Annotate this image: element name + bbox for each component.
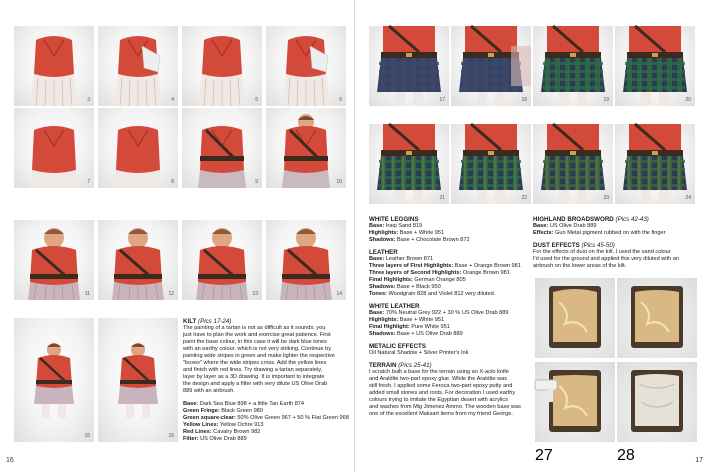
photo-number: 12 xyxy=(168,291,174,297)
page-number-right: 17 xyxy=(695,457,703,464)
section-heading-ref: (Pics 25-41) xyxy=(398,362,432,369)
section-heading xyxy=(369,249,539,256)
section-line xyxy=(369,411,539,418)
photo-number: 11 xyxy=(84,291,90,297)
section-line-label: Base: xyxy=(369,310,385,316)
kilt-paragraph-line: just have to plan the work and exercise great patience. First xyxy=(183,332,331,338)
terrain-illustration xyxy=(535,278,615,358)
kilt-paragraph-line: The painting of a tartan is not as difficult as it sounds; you xyxy=(183,325,326,331)
section-line-value: Pure White 951 xyxy=(411,324,450,330)
photo-number: 4 xyxy=(171,97,174,103)
right-page xyxy=(355,0,709,472)
recipe-line xyxy=(183,408,349,415)
figure-illustration xyxy=(98,220,178,305)
figure-photo xyxy=(14,26,94,106)
figure-illustration xyxy=(369,124,449,209)
kilt-paragraph-line: and finish with red lines. Try drawing a tartan separately, xyxy=(183,367,323,373)
section-line xyxy=(369,376,539,383)
recipe-value: Yellow Ochre 913 xyxy=(218,422,264,428)
section-line-label: Tones: xyxy=(369,291,387,297)
figure-photo xyxy=(369,124,449,204)
figure-illustration xyxy=(98,108,178,193)
section-line xyxy=(369,291,539,298)
terrain-illustration xyxy=(535,362,615,442)
section-line-label: Final Highlights: xyxy=(369,277,413,283)
section-heading-ref: (Pics 45-50) xyxy=(581,242,615,249)
figure-illustration xyxy=(182,108,262,193)
figure-illustration xyxy=(98,26,178,111)
terrain-illustration xyxy=(617,362,697,442)
section-heading-text: HIGHLAND BROADSWORD xyxy=(533,216,614,223)
text-column-1 xyxy=(369,216,539,418)
recipe-label: Green Fringe: xyxy=(183,408,220,414)
text-column-2 xyxy=(533,216,701,270)
section-line-value: I scratch built a base for the terrain using an X-acto knife xyxy=(369,369,509,375)
section-heading-text: DUST EFFECTS xyxy=(533,242,580,249)
section-line xyxy=(533,223,701,230)
figure-photo xyxy=(14,220,94,300)
section-heading xyxy=(533,242,701,249)
section-line xyxy=(369,284,539,291)
figure-photo xyxy=(182,108,262,188)
section-line xyxy=(369,223,539,230)
figure-photo xyxy=(182,26,262,106)
section-line-label: Three layers of Second Highlights: xyxy=(369,270,462,276)
section-line-value: I'd used for the ground and applied this very diluted with an xyxy=(533,256,679,262)
figure-illustration xyxy=(14,108,94,193)
figure-photo xyxy=(14,318,94,442)
kilt-paragraph-line: paint the base colour, in this case it will be dark blue tones xyxy=(183,339,327,345)
section-line-value: 70% Neutral Grey 922 + 30 % US Olive Drab 889 xyxy=(385,310,509,316)
section-line xyxy=(369,369,539,376)
section-line-value: Base + US Olive Drab 889 xyxy=(396,331,463,337)
photo-number: 6 xyxy=(339,97,342,103)
photo-number: 27 xyxy=(535,447,553,464)
terrain-photo xyxy=(535,278,615,358)
section-line xyxy=(533,230,701,237)
figure-photo xyxy=(451,26,531,106)
section-line-label: Shadows: xyxy=(369,284,396,290)
recipe-label: Base: xyxy=(183,401,199,407)
section-line xyxy=(369,237,539,244)
photo-number: 15 xyxy=(84,433,90,439)
section-line xyxy=(369,230,539,237)
section-line-label: Final Highlight: xyxy=(369,324,410,330)
section-heading xyxy=(369,343,539,350)
figure-illustration xyxy=(266,108,346,193)
terrain-photo xyxy=(617,278,697,358)
section-line-label: Shadows: xyxy=(369,331,396,337)
recipe-value: US Olive Drab 889 xyxy=(198,436,247,442)
figure-illustration xyxy=(182,26,262,111)
section-line-value: Orange Brown 981 xyxy=(462,270,510,276)
section-line-label: Three layers of First Highlights: xyxy=(369,263,454,269)
figure-photo xyxy=(451,124,531,204)
page-number-left: 16 xyxy=(6,457,14,464)
recipe-label: Red Lines: xyxy=(183,429,212,435)
recipe-label: Green square-clear: xyxy=(183,415,236,421)
figure-photo xyxy=(98,26,178,106)
section-line-value: and Araldite two-part epoxy glue. While the Araldite was xyxy=(369,376,508,382)
section-line-value: For the effects of dust on the kilt, I used the sand colour xyxy=(533,249,671,255)
figure-photo xyxy=(98,220,178,300)
section-line-value: Leather Brown 871 xyxy=(385,256,434,262)
section-line-value: added small stones and roots. For decoration I used earthy xyxy=(369,390,516,396)
section-line-value: Base + Orange Brown 981 xyxy=(454,263,521,269)
kilt-heading: KILT xyxy=(183,318,197,325)
terrain-photo xyxy=(617,362,697,464)
figure-illustration xyxy=(98,340,178,425)
figure-illustration xyxy=(615,26,695,111)
section-line-label: Base: xyxy=(369,256,385,262)
figure-illustration xyxy=(266,26,346,111)
recipe-line xyxy=(183,401,349,408)
left-page xyxy=(0,0,354,472)
section-line-value: airbrush on the lower areas of the kilt. xyxy=(533,263,627,269)
section-line xyxy=(533,263,701,270)
recipe-line xyxy=(183,415,349,422)
section-line-label: Base: xyxy=(533,223,549,229)
figure-photo xyxy=(615,26,695,106)
section-line xyxy=(369,277,539,284)
recipe-value: Black Green 980 xyxy=(219,408,263,414)
section-line-label: Shadows: xyxy=(369,237,396,243)
recipe-value: Dark Sea Blue 898 + a little Tan Earth 874 xyxy=(198,401,305,407)
photo-number: 23 xyxy=(603,195,609,201)
photo-number: 16 xyxy=(168,433,174,439)
terrain-illustration xyxy=(617,278,697,358)
figure-illustration xyxy=(533,26,613,111)
kilt-paragraph-line: with an earthy colour, which is not very striking. Continue by xyxy=(183,346,331,352)
section-line-value: US Olive Drab 889 xyxy=(549,223,597,229)
section-line xyxy=(369,263,539,270)
photo-number: 20 xyxy=(685,97,691,103)
photo-number: 13 xyxy=(252,291,258,297)
section-line-label: Highlights: xyxy=(369,230,399,236)
section-heading-text: WHITE LEATHER xyxy=(369,303,420,310)
section-line xyxy=(369,404,539,411)
section-line-value: Iraqi Sand 819 xyxy=(385,223,423,229)
photo-number: 3 xyxy=(87,97,90,103)
section-line-value: Base + White 951 xyxy=(399,230,445,236)
section-line-value: Base + Black 950 xyxy=(396,284,441,290)
recipe-line xyxy=(183,422,349,429)
section-line xyxy=(369,331,539,338)
section-line-value: still fresh, I applied some Feroca two-part epoxy putty and xyxy=(369,383,513,389)
section-line xyxy=(369,256,539,263)
section-line xyxy=(369,310,539,317)
kilt-paragraph xyxy=(183,325,349,395)
section-line xyxy=(533,249,701,256)
photo-number: 5 xyxy=(255,97,258,103)
recipe-line xyxy=(183,436,349,443)
section-heading xyxy=(369,303,539,310)
figure-photo xyxy=(98,318,178,442)
figure-photo xyxy=(98,108,178,188)
photo-number: 18 xyxy=(521,97,527,103)
photo-number: 21 xyxy=(439,195,445,201)
figure-photo xyxy=(369,26,449,106)
kilt-section xyxy=(183,318,349,443)
section-line xyxy=(369,397,539,404)
section-line-value: colours trying to imitate the Egyptian desert with acrylics xyxy=(369,397,508,403)
section-heading xyxy=(533,216,701,223)
section-line xyxy=(369,350,539,357)
photo-number: 19 xyxy=(603,97,609,103)
section-heading-text: METALIC EFFECTS xyxy=(369,343,426,350)
section-line-value: Woodgrain 828 and Violet 812 very diluted. xyxy=(388,291,496,297)
section-heading xyxy=(369,216,539,223)
figure-illustration xyxy=(182,220,262,305)
figure-photo xyxy=(615,124,695,204)
recipe-label: Filter: xyxy=(183,436,199,442)
section-line-value: and washes from Mig Jimenez Ammo. The wooden base was xyxy=(369,404,521,410)
section-line xyxy=(369,324,539,331)
kilt-paragraph-line: "boxes" where the wide stripes cross. Add the yellow lines xyxy=(183,360,327,366)
figure-photo xyxy=(266,108,346,188)
figure-photo xyxy=(266,26,346,106)
section-line-label: Base: xyxy=(369,223,385,229)
section-line-label: Effects: xyxy=(533,230,554,236)
recipe-value: Cavalry Brown 982 xyxy=(211,429,261,435)
section-line-label: Highlights: xyxy=(369,317,399,323)
kilt-paragraph-line: painting wide stripes in green and make lighter the respective xyxy=(183,353,335,359)
section-line-value: one of the excellent Maksart items from my friend George. xyxy=(369,411,513,417)
section-heading-text: LEATHER xyxy=(369,249,398,256)
figure-illustration xyxy=(451,124,531,209)
figure-photo xyxy=(533,124,613,204)
section-line xyxy=(369,270,539,277)
section-line xyxy=(369,390,539,397)
kilt-paragraph-line: the design and apply a filter with very dilute US Olive Drab xyxy=(183,381,328,387)
figure-illustration xyxy=(615,124,695,209)
photo-number: 14 xyxy=(336,291,342,297)
kilt-recipes xyxy=(183,401,349,443)
recipe-value: 50% Olive Green 967 + 50 % Flat Green 968 xyxy=(235,415,349,421)
section-line-value: German Orange 805 xyxy=(414,277,466,283)
section-heading-ref: (Pics 42-43) xyxy=(615,216,649,223)
figure-illustration xyxy=(533,124,613,209)
figure-photo xyxy=(182,220,262,300)
figure-photo xyxy=(533,26,613,106)
recipe-line xyxy=(183,429,349,436)
kilt-paragraph-line: 889 with an airbrush. xyxy=(183,388,235,394)
section-line-value: Oil Natural Shadow + Silver Printer's Ink xyxy=(369,350,469,356)
photo-number: 7 xyxy=(87,179,90,185)
terrain-photo xyxy=(535,362,615,464)
recipe-label: Yellow Lines: xyxy=(183,422,219,428)
section-heading xyxy=(369,362,539,369)
figure-photo xyxy=(14,108,94,188)
photo-number: 22 xyxy=(521,195,527,201)
section-heading-text: TERRAIN xyxy=(369,362,397,369)
section-line xyxy=(369,383,539,390)
photo-number: 28 xyxy=(617,447,635,464)
figure-illustration xyxy=(451,26,531,111)
figure-illustration xyxy=(369,26,449,111)
figure-illustration xyxy=(14,340,94,425)
section-line xyxy=(533,256,701,263)
figure-illustration xyxy=(14,220,94,305)
figure-illustration xyxy=(266,220,346,305)
section-heading-text: WHITE LEGGINS xyxy=(369,216,419,223)
kilt-heading-ref: (Pics 17-24) xyxy=(198,318,232,325)
figure-illustration xyxy=(14,26,94,111)
kilt-paragraph-line: layer by layer as a 3D drawing. It is important to integrate xyxy=(183,374,325,380)
photo-number: 10 xyxy=(336,179,342,185)
section-line xyxy=(369,317,539,324)
photo-number: 9 xyxy=(255,179,258,185)
section-line-value: Gun Metal pigment rubbed on with the finger xyxy=(555,230,666,236)
photo-number: 8 xyxy=(171,179,174,185)
photo-number: 17 xyxy=(439,97,445,103)
section-line-value: Base + White 951 xyxy=(399,317,445,323)
photo-number: 24 xyxy=(685,195,691,201)
figure-photo xyxy=(266,220,346,300)
section-line-value: Base + Chocolate Brown 872 xyxy=(396,237,470,243)
